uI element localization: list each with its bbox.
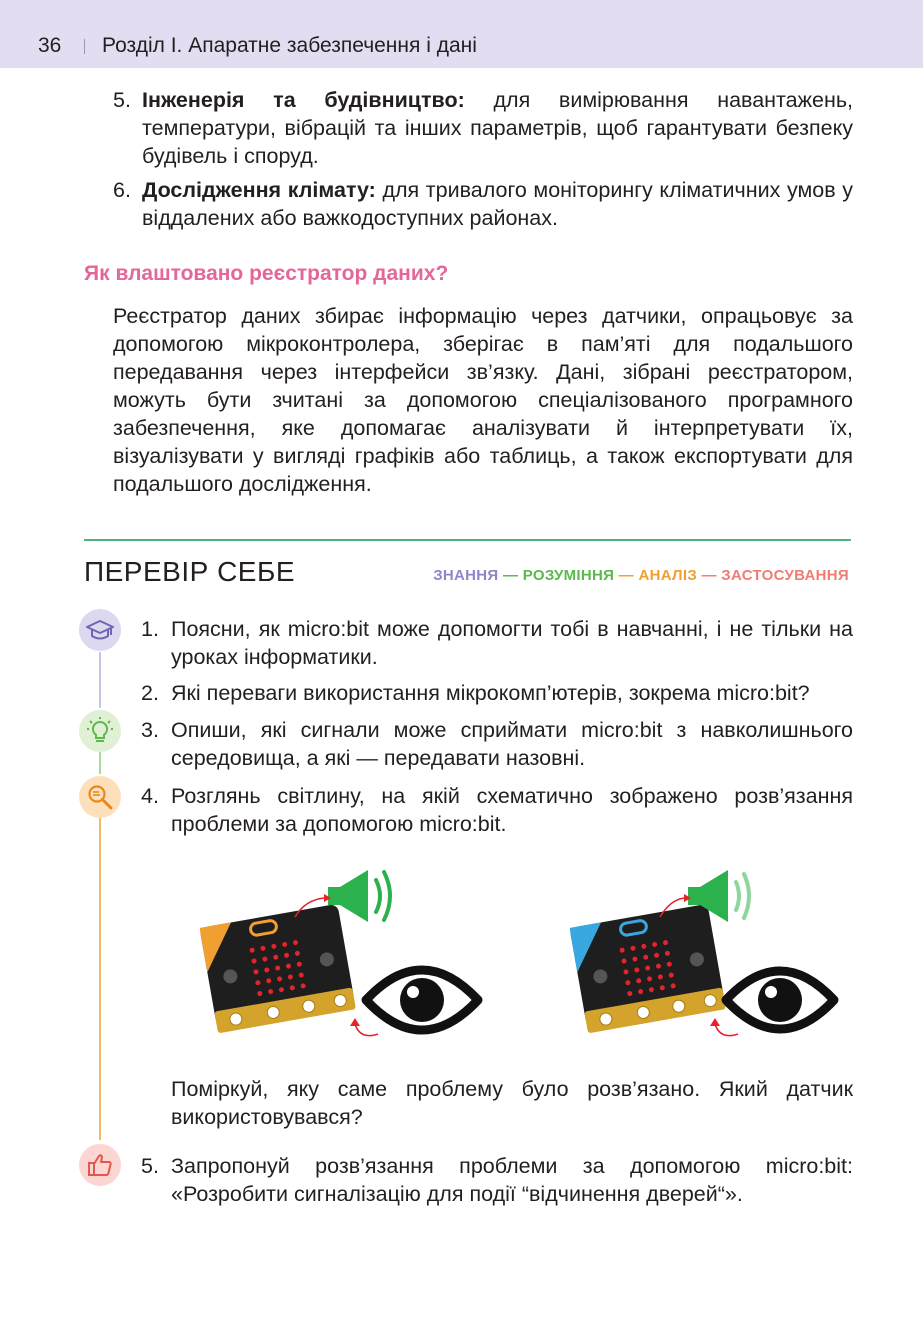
difficulty-levels (433, 567, 849, 584)
question-number: 4. (141, 784, 159, 808)
graduation-cap-icon (79, 609, 121, 651)
eye-icon (726, 971, 834, 1029)
question-text: Опиши, які сигнали може сприймати micro:bit з навколишнього середовища, а які — передавати назовні. (171, 718, 853, 770)
level-dash: — (498, 567, 523, 584)
question-item (141, 615, 853, 671)
list-number: 6. (113, 178, 131, 202)
list-item-term: Інженерія та будівництво: (142, 88, 465, 112)
eye-icon (366, 970, 478, 1030)
level-analysis: АНАЛІЗ (638, 567, 698, 584)
question-followup: Поміркуй, яку саме проблему було розв’язано. Який датчик використовувався? (171, 1077, 853, 1129)
microbit-speaker-eye-illustration-right (570, 862, 860, 1052)
timeline-line (99, 818, 101, 1140)
level-dash: — (697, 567, 722, 584)
list-item (113, 86, 853, 170)
page-number: 36 (38, 34, 62, 57)
question-item (141, 716, 853, 772)
timeline-line (99, 752, 101, 774)
question-number: 1. (141, 617, 159, 641)
level-dash: — (614, 567, 639, 584)
level-understanding: РОЗУМІННЯ (522, 567, 615, 584)
level-knowledge: ЗНАННЯ (433, 567, 499, 584)
list-item-text: для тривалого моніторингу кліматичних умов у віддалених або важкодоступних районах. (142, 178, 853, 230)
microbit-speaker-eye-illustration-left (200, 862, 490, 1052)
question-item (141, 1152, 853, 1208)
section-paragraph: Реєстратор даних збирає інформацію через датчики, опрацьовує за допомогою мікроконтролера, зберігає в пам’яті для подальшого передавання через інтерфейси зв’язку. Дані, зібрані реєстратором, можуть бути зчитані за допомогою спеціалізованого програмного забезпечення, яке допомагає аналізувати й інтерпретувати їх, візуалізувати у вигляді графіків або таблиць, а також експортувати для подальшого дослідження. (113, 304, 853, 496)
section-heading: Як влаштовано реєстратор даних? (84, 262, 449, 285)
question-text: Які переваги використання мікрокомп’ютерів, зокрема micro:bit? (171, 681, 810, 705)
question-number: 3. (141, 718, 159, 742)
header-divider (84, 39, 85, 54)
question-number: 2. (141, 681, 159, 705)
check-yourself-title: ПЕРЕВІР СЕБЕ (84, 556, 296, 587)
question-text: Запропонуй розв’язання проблеми за допомогою micro:bit: «Розробити сигналізацію для події “відчинення дверей“». (171, 1154, 853, 1206)
timeline-line (99, 652, 101, 708)
question-number: 5. (141, 1154, 159, 1178)
list-item-term: Дослідження клімату: (142, 178, 376, 202)
lightbulb-icon (79, 710, 121, 752)
question-text: Розглянь світлину, на якій схематично зображено розв’язання проблеми за допомогою micro:bit. (171, 784, 853, 836)
thumbs-up-icon (79, 1144, 121, 1186)
list-item-text: для вимірювання навантажень, температури, вібрацій та інших параметрів, щоб гарантувати безпеку будівель і споруд. (142, 88, 853, 168)
page-header (0, 0, 923, 68)
question-text: Поясни, як micro:bit може допомогти тобі в навчанні, і не тільки на уроках інформатики. (171, 617, 853, 669)
chapter-title: Розділ І. Апаратне забезпечення і дані (102, 34, 477, 57)
list-item (113, 176, 853, 232)
magnifier-icon (79, 776, 121, 818)
section-divider (84, 539, 851, 541)
question-item (141, 679, 853, 707)
list-number: 5. (113, 88, 131, 112)
level-application: ЗАСТОСУВАННЯ (721, 567, 849, 584)
question-item (141, 782, 853, 838)
